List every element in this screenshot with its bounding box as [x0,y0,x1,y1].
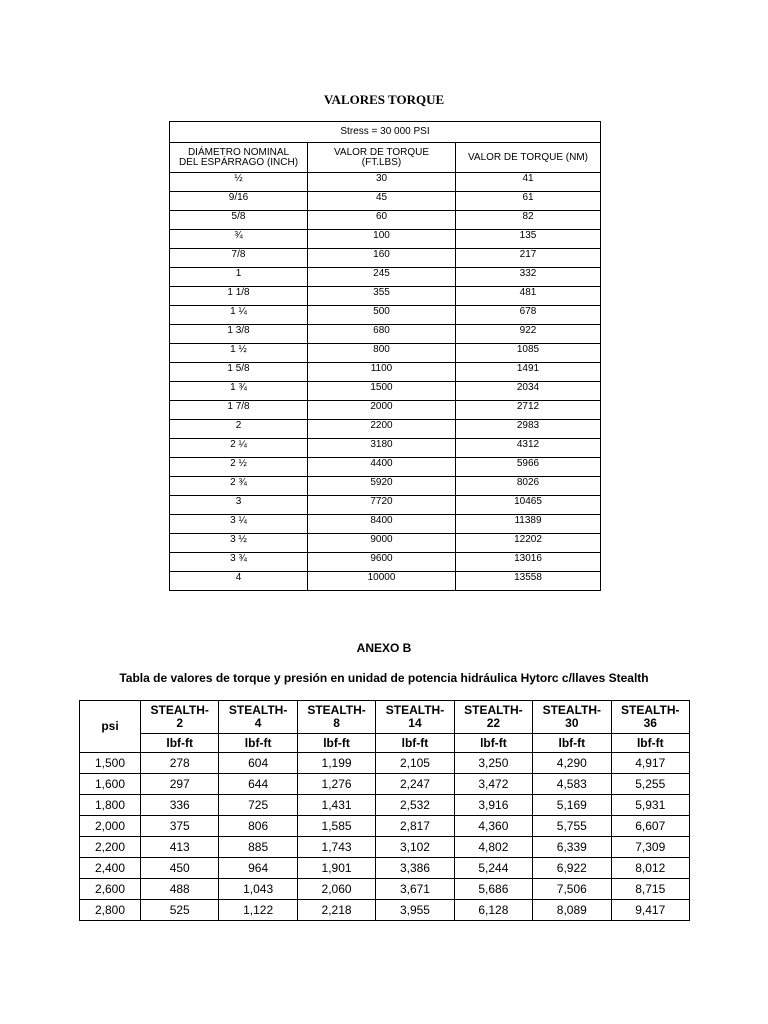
torque-cell: 2,532 [376,795,454,816]
torque-cell: 5,931 [611,795,689,816]
diameter-cell: 3 ¼ [170,515,308,534]
model-number: 2 [176,716,184,730]
ftlbs-cell: 5920 [308,477,456,496]
torque-cell: 964 [219,858,297,879]
unit-header: lbf-ft [219,734,297,753]
table-row [170,268,601,287]
table-row [80,837,690,858]
table-row [170,287,601,306]
diameter-cell: 9/16 [170,192,308,211]
ftlbs-cell: 30 [308,173,456,192]
torque-cell: 7,506 [533,879,611,900]
nm-cell: 1085 [456,344,601,363]
ftlbs-cell: 8400 [308,515,456,534]
torque-cell: 806 [219,816,297,837]
ftlbs-column-header [308,143,456,173]
diameter-cell: 1 ¾ [170,382,308,401]
torque-values-title: VALORES TORQUE [323,92,445,107]
torque-cell: 1,585 [297,816,375,837]
ftlbs-cell: 45 [308,192,456,211]
ftlbs-cell: 2000 [308,401,456,420]
nm-column-header: VALOR DE TORQUE (NM) [456,143,601,173]
torque-cell: 9,417 [611,900,689,921]
ftlbs-cell: 800 [308,344,456,363]
table-row [170,325,601,344]
torque-cell: 1,901 [297,858,375,879]
torque-cell: 1,122 [219,900,297,921]
torque-cell: 5,244 [454,858,532,879]
ftlbs-cell: 9000 [308,534,456,553]
nm-cell: 481 [456,287,601,306]
diameter-cell: ¾ [170,230,308,249]
nm-cell: 678 [456,306,601,325]
ftlbs-cell: 100 [308,230,456,249]
model-number: 14 [408,716,422,730]
ftlbs-cell: 245 [308,268,456,287]
table-row [80,816,690,837]
unit-header: lbf-ft [611,734,689,753]
table-row [80,774,690,795]
ftlbs-cell: 3180 [308,439,456,458]
table-row [170,515,601,534]
diameter-cell: 3 ½ [170,534,308,553]
torque-cell: 488 [141,879,219,900]
ftlbs-cell: 1100 [308,363,456,382]
table-row [170,420,601,439]
torque-cell: 4,802 [454,837,532,858]
table-row [170,211,601,230]
nm-cell: 41 [456,173,601,192]
psi-cell: 2,400 [80,858,141,879]
ftlbs-cell: 1500 [308,382,456,401]
torque-cell: 7,309 [611,837,689,858]
nm-cell: 217 [456,249,601,268]
model-name: STEALTH- [542,703,602,717]
torque-values-table [169,121,601,591]
stealth-model-header [376,701,454,734]
torque-cell: 6,607 [611,816,689,837]
table-row [170,230,601,249]
table-row [170,249,601,268]
torque-cell: 8,715 [611,879,689,900]
diameter-column-header [170,143,308,173]
unit-header: lbf-ft [141,734,219,753]
table-row [170,363,601,382]
torque-cell: 1,199 [297,753,375,774]
nm-cell: 12202 [456,534,601,553]
anexo-title: ANEXO B [356,641,412,655]
ftlbs-cell: 7720 [308,496,456,515]
nm-cell: 135 [456,230,601,249]
table-row [80,795,690,816]
torque-cell: 375 [141,816,219,837]
model-name: STEALTH- [621,703,680,717]
torque-cell: 6,339 [533,837,611,858]
model-name: STEALTH- [150,703,209,717]
unit-header: lbf-ft [297,734,375,753]
model-number: 22 [486,716,501,730]
ftlbs-cell: 500 [308,306,456,325]
stealth-model-header [533,701,611,734]
ftlbs-header-line1: VALOR DE TORQUE [333,146,430,158]
diameter-cell: ½ [170,173,308,192]
nm-cell: 8026 [456,477,601,496]
ftlbs-cell: 10000 [308,572,456,591]
torque-cell: 1,043 [219,879,297,900]
psi-cell: 1,600 [80,774,141,795]
torque-cell: 3,250 [454,753,532,774]
ftlbs-cell: 4400 [308,458,456,477]
model-name: STEALTH- [385,703,445,717]
torque-cell: 336 [141,795,219,816]
diameter-cell: 3 [170,496,308,515]
torque-cell: 4,917 [611,753,689,774]
table-row [170,477,601,496]
psi-cell: 1,500 [80,753,141,774]
unit-header: lbf-ft [533,734,611,753]
torque-cell: 3,955 [376,900,454,921]
nm-cell: 82 [456,211,601,230]
nm-cell: 61 [456,192,601,211]
psi-column-header: psi [80,701,141,753]
stealth-table-subtitle: Tabla de valores de torque y presión en unidad de potencia hidráulica Hytorc c/llaves Stealth [119,671,649,685]
torque-cell: 413 [141,837,219,858]
torque-cell: 4,583 [533,774,611,795]
table-row [170,306,601,325]
torque-cell: 4,290 [533,753,611,774]
torque-cell: 5,169 [533,795,611,816]
stealth-model-header [141,701,219,734]
torque-cell: 5,686 [454,879,532,900]
unit-header: lbf-ft [376,734,454,753]
diameter-cell: 2 ¼ [170,439,308,458]
torque-cell: 3,916 [454,795,532,816]
model-name: STEALTH- [464,703,523,717]
table-row [170,458,601,477]
torque-cell: 2,105 [376,753,454,774]
diameter-cell: 7/8 [170,249,308,268]
nm-cell: 2034 [456,382,601,401]
torque-cell: 5,755 [533,816,611,837]
nm-cell: 10465 [456,496,601,515]
torque-cell: 4,360 [454,816,532,837]
model-number: 36 [643,716,657,730]
torque-cell: 450 [141,858,219,879]
torque-cell: 1,276 [297,774,375,795]
model-number: 4 [254,716,262,730]
torque-cell: 2,817 [376,816,454,837]
diameter-cell: 1 3/8 [170,325,308,344]
torque-cell: 5,255 [611,774,689,795]
torque-cell: 3,671 [376,879,454,900]
table-row [80,753,690,774]
diameter-cell: 1 ¼ [170,306,308,325]
torque-cell: 525 [141,900,219,921]
model-number: 8 [333,716,340,730]
diameter-cell: 5/8 [170,211,308,230]
ftlbs-cell: 60 [308,211,456,230]
table-row [80,879,690,900]
psi-cell: 2,000 [80,816,141,837]
psi-cell: 1,800 [80,795,141,816]
torque-cell: 725 [219,795,297,816]
ftlbs-cell: 160 [308,249,456,268]
model-name: STEALTH- [228,703,288,717]
stealth-pressure-table [79,700,690,921]
torque-cell: 2,060 [297,879,375,900]
table-row [170,534,601,553]
stealth-model-header [611,701,689,734]
ftlbs-cell: 355 [308,287,456,306]
torque-cell: 6,922 [533,858,611,879]
torque-cell: 278 [141,753,219,774]
diameter-cell: 2 [170,420,308,439]
ftlbs-cell: 9600 [308,553,456,572]
ftlbs-cell: 2200 [308,420,456,439]
table-row [170,439,601,458]
table-row [80,858,690,879]
table-row [170,401,601,420]
diameter-cell: 2 ½ [170,458,308,477]
nm-cell: 13558 [456,572,601,591]
diameter-cell: 1 [170,268,308,287]
psi-cell: 2,200 [80,837,141,858]
nm-cell: 2983 [456,420,601,439]
nm-cell: 13016 [456,553,601,572]
diameter-cell: 2 ¾ [170,477,308,496]
nm-cell: 1491 [456,363,601,382]
table-row [170,382,601,401]
nm-cell: 2712 [456,401,601,420]
model-number: 30 [565,716,579,730]
stress-header: Stress = 30 000 PSI [170,122,601,143]
torque-cell: 3,102 [376,837,454,858]
psi-cell: 2,600 [80,879,141,900]
diameter-cell: 1 ½ [170,344,308,363]
nm-cell: 5966 [456,458,601,477]
diameter-cell: 4 [170,572,308,591]
stealth-model-header [297,701,375,734]
unit-header: lbf-ft [454,734,532,753]
table-row [170,572,601,591]
torque-cell: 1,743 [297,837,375,858]
ftlbs-cell: 680 [308,325,456,344]
diameter-header-line1: DIÁMETRO NOMINAL [187,146,290,158]
torque-cell: 8,089 [533,900,611,921]
torque-cell: 885 [219,837,297,858]
torque-cell: 6,128 [454,900,532,921]
table-row [170,192,601,211]
stealth-model-header [454,701,532,734]
table-row [170,496,601,515]
nm-cell: 332 [456,268,601,287]
nm-cell: 11389 [456,515,601,534]
torque-cell: 8,012 [611,858,689,879]
torque-cell: 2,247 [376,774,454,795]
table-row [170,553,601,572]
torque-cell: 3,472 [454,774,532,795]
nm-cell: 922 [456,325,601,344]
torque-cell: 644 [219,774,297,795]
diameter-cell: 1 7/8 [170,401,308,420]
diameter-cell: 1 1/8 [170,287,308,306]
diameter-header-line2: DEL ESPÁRRAGO (INCH) [178,156,299,168]
psi-cell: 2,800 [80,900,141,921]
diameter-cell: 1 5/8 [170,363,308,382]
diameter-cell: 3 ¾ [170,553,308,572]
torque-cell: 604 [219,753,297,774]
torque-cell: 297 [141,774,219,795]
model-name: STEALTH- [307,703,366,717]
nm-cell: 4312 [456,439,601,458]
torque-cell: 2,218 [297,900,375,921]
table-row [80,900,690,921]
torque-cell: 1,431 [297,795,375,816]
table-row [170,344,601,363]
table-row [170,173,601,192]
stealth-model-header [219,701,297,734]
ftlbs-header-line2: (FT.LBS) [361,156,402,168]
torque-cell: 3,386 [376,858,454,879]
